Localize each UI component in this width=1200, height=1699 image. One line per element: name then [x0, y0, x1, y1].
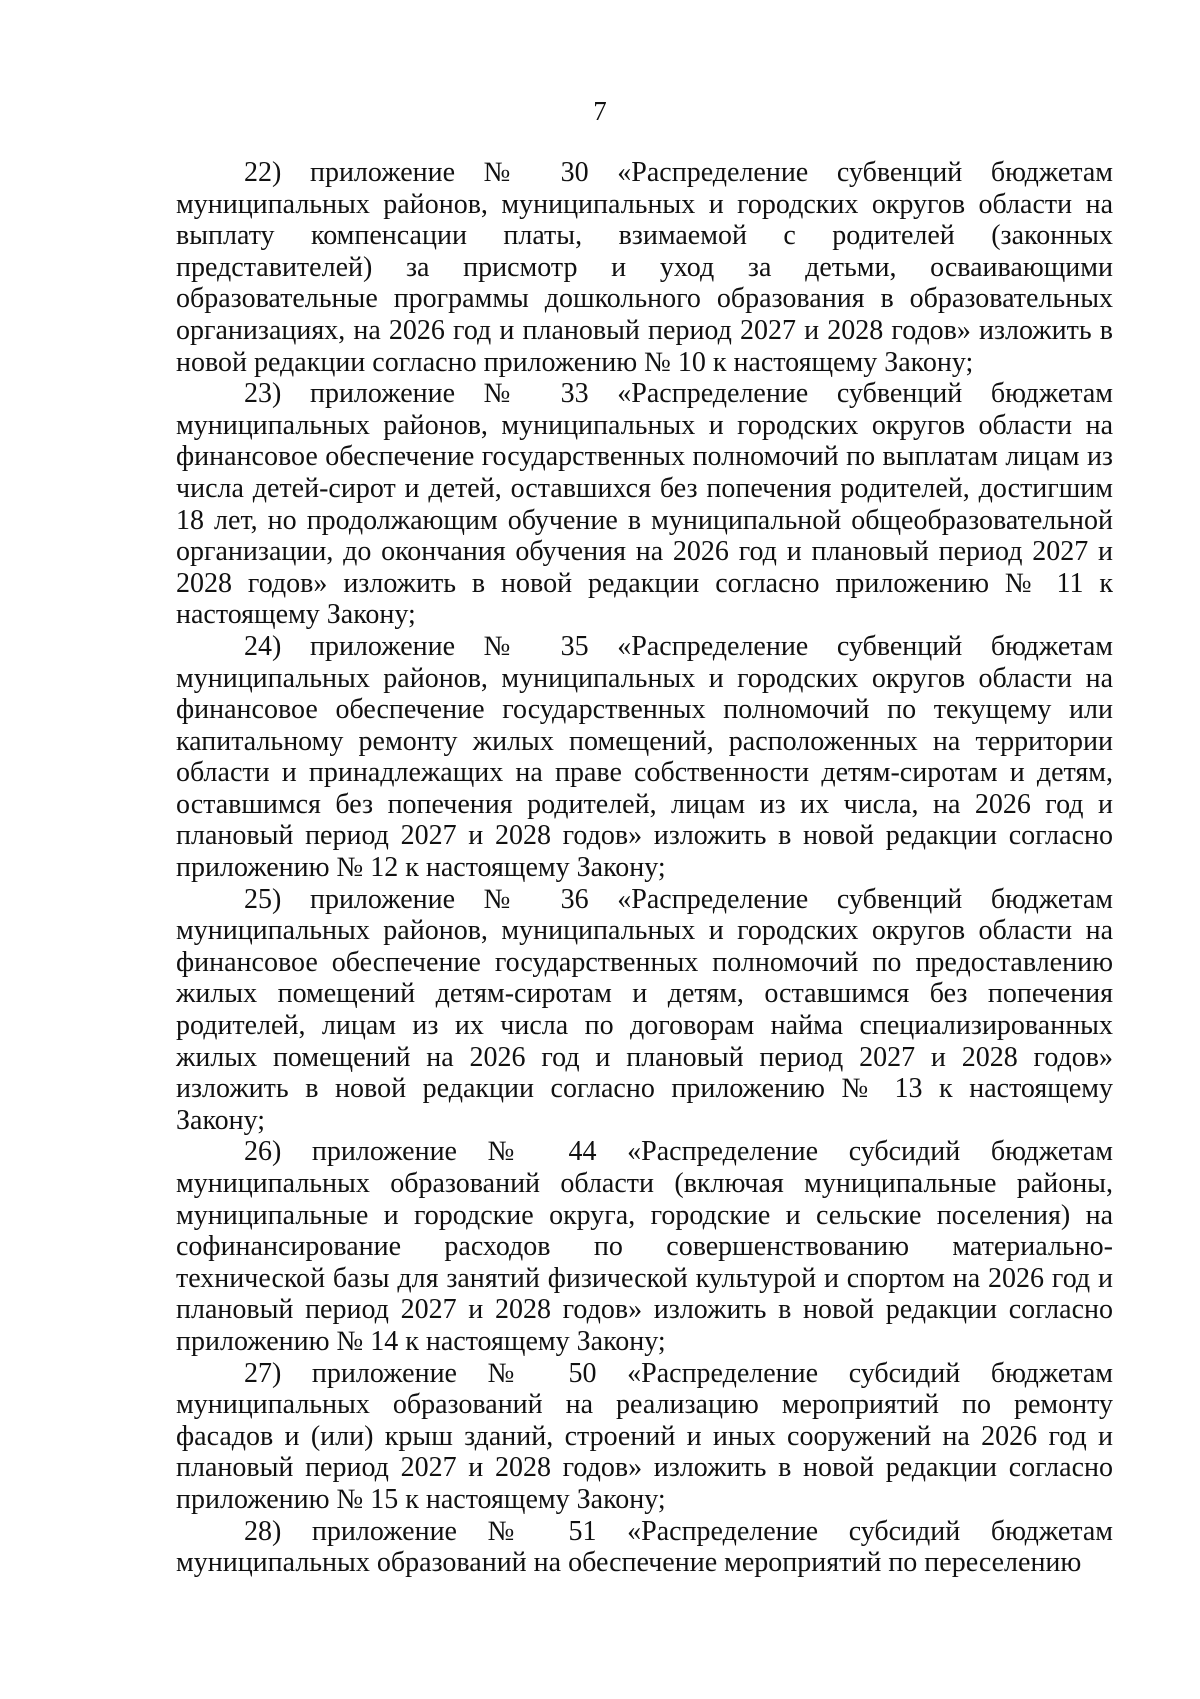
paragraph-item-26: 26) приложение № 44 «Распределение субсидий бюджетам муниципальных образований области (включая муниципальные районы, муниципальные и городские округа, городские и сельские поселения) на софинансирование расходов по совершенствованию материально-технической базы для занятий физической культурой и спортом на 2026 год и плановый период 2027 и 2028 годов» изложить в новой редакции согласно приложению № 14 к настоящему Закону; [176, 1136, 1113, 1357]
paragraph-item-22: 22) приложение № 30 «Распределение субвенций бюджетам муниципальных районов, муниципальных и городских округов области на выплату компенсации платы, взимаемой с родителей (законных представителей) за присмотр и уход за детьми, осваивающими образовательные программы дошкольного образования в образовательных организациях, на 2026 год и плановый период 2027 и 2028 годов» изложить в новой редакции согласно приложению № 10 к настоящему Закону; [176, 157, 1113, 378]
paragraph-item-25: 25) приложение № 36 «Распределение субвенций бюджетам муниципальных районов, муниципальных и городских округов области на финансовое обеспечение государственных полномочий по предоставлению жилых помещений детям-сиротам и детям, оставшимся без попечения родителей, лицам из их числа по договорам найма специализированных жилых помещений на 2026 год и плановый период 2027 и 2028 годов» изложить в новой редакции согласно приложению № 13 к настоящему Закону; [176, 883, 1113, 1136]
document-body [176, 157, 1113, 1579]
paragraph-item-27: 27) приложение № 50 «Распределение субсидий бюджетам муниципальных образований на реализацию мероприятий по ремонту фасадов и (или) крыш зданий, строений и иных сооружений на 2026 год и плановый период 2027 и 2028 годов» изложить в новой редакции согласно приложению № 15 к настоящему Закону; [176, 1357, 1113, 1515]
paragraph-item-23: 23) приложение № 33 «Распределение субвенций бюджетам муниципальных районов, муниципальных и городских округов области на финансовое обеспечение государственных полномочий по выплатам лицам из числа детей-сирот и детей, оставшихся без попечения родителей, достигшим 18 лет, но продолжающим обучение в муниципальной общеобразовательной организации, до окончания обучения на 2026 год и плановый период 2027 и 2028 годов» изложить в новой редакции согласно приложению № 11 к настоящему Закону; [176, 378, 1113, 631]
paragraph-item-24: 24) приложение № 35 «Распределение субвенций бюджетам муниципальных районов, муниципальных и городских округов области на финансовое обеспечение государственных полномочий по текущему или капитальному ремонту жилых помещений, расположенных на территории области и принадлежащих на праве собственности детям-сиротам и детям, оставшимся без попечения родителей, лицам из их числа, на 2026 год и плановый период 2027 и 2028 годов» изложить в новой редакции согласно приложению № 12 к настоящему Закону; [176, 630, 1113, 884]
paragraph-item-28: 28) приложение № 51 «Распределение субсидий бюджетам муниципальных образований на обеспечение мероприятий по переселению [176, 1515, 1113, 1579]
page-number: 7 [593, 96, 607, 126]
